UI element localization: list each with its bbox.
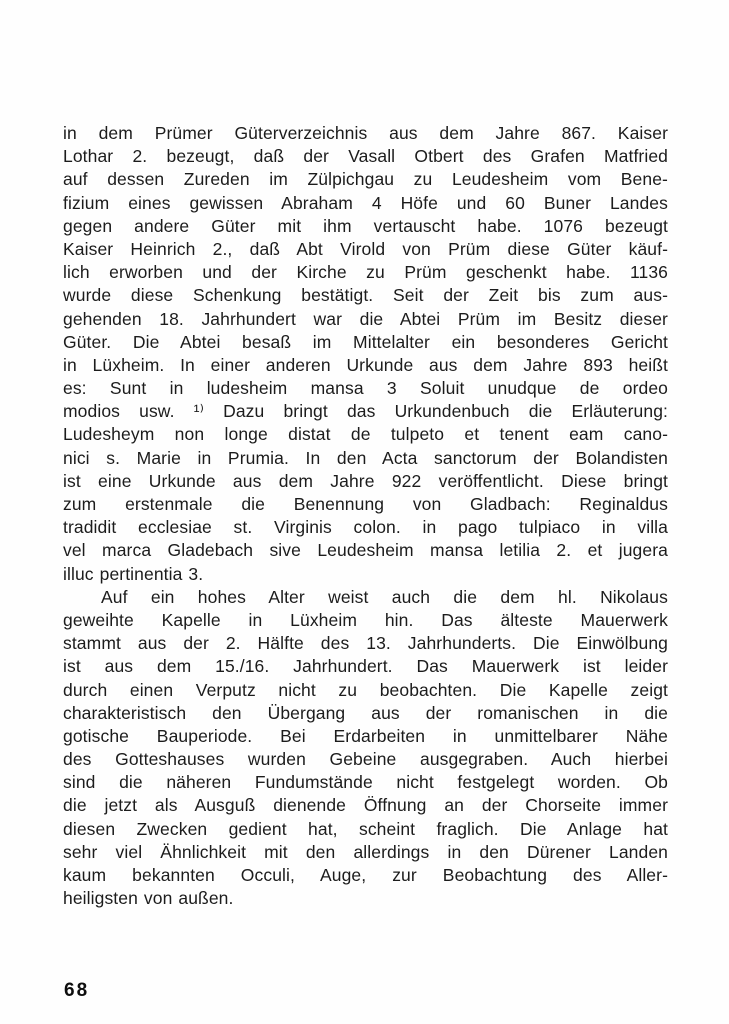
text-line: fizium eines gewissen Abraham 4 Höfe und 60 Buner Landes (63, 192, 668, 213)
text-line: gotische Bauperiode. Bei Erdarbeiten in unmittelbarer Nähe (63, 725, 668, 746)
text-line: Güter. Die Abtei besaß im Mittelalter ein besonderes Gericht (63, 331, 668, 352)
text-line: es: Sunt in ludesheim mansa 3 Soluit unudque de ordeo (63, 378, 668, 399)
text-line: die jetzt als Ausguß dienende Öffnung an der Chorseite immer (63, 795, 668, 816)
text-line: sind die näheren Fundumstände nicht festgelegt worden. Ob (63, 772, 668, 793)
text-line: in Lüxheim. In einer anderen Urkunde aus dem Jahre 893 heißt (63, 354, 668, 375)
text-line: des Gotteshauses wurden Gebeine ausgegraben. Auch hierbei (63, 749, 668, 770)
text-line: auf dessen Zureden im Zülpichgau zu Leudesheim vom Bene- (63, 169, 668, 190)
text-block (63, 122, 668, 910)
text-line: vel marca Gladebach sive Leudesheim mansa letilia 2. et jugera (63, 540, 668, 561)
text-line: modios usw. ¹⁾ Dazu bringt das Urkundenbuch die Erläuterung: (63, 401, 668, 422)
text-line: zum erstenmale die Benennung von Gladbach: Reginaldus (63, 494, 668, 514)
text-line: in dem Prümer Güterverzeichnis aus dem Jahre 867. Kaiser (63, 123, 668, 143)
text-line: gegen andere Güter mit ihm vertauscht habe. 1076 bezeugt (63, 215, 668, 236)
text-line: tradidit ecclesiae st. Virginis colon. in pago tulpiaco in villa (63, 517, 668, 538)
text-line: ist aus dem 15./16. Jahrhundert. Das Mauerwerk ist leider (63, 656, 668, 677)
page-number: 68 (64, 980, 90, 1001)
text-line: durch einen Verputz nicht zu beobachten. Die Kapelle zeigt (63, 679, 668, 700)
text-line: Kaiser Heinrich 2., daß Abt Virold von Prüm diese Güter käuf- (63, 238, 668, 259)
text-line: wurde diese Schenkung bestätigt. Seit der Zeit bis zum aus- (63, 285, 668, 306)
text-line: ist eine Urkunde aus dem Jahre 922 veröffentlicht. Diese bringt (63, 470, 668, 491)
text-line: sehr viel Ähnlichkeit mit den allerdings in den Dürener Landen (63, 841, 668, 862)
text-line: kaum bekannten Occuli, Auge, zur Beobachtung des Aller- (63, 865, 668, 885)
text-line: illuc pertinentia 3. (63, 563, 204, 584)
text-line: geweihte Kapelle in Lüxheim hin. Das älteste Mauerwerk (63, 609, 668, 630)
text-line: diesen Zwecken gedient hat, scheint fraglich. Die Anlage hat (63, 818, 668, 839)
text-line: charakteristisch den Übergang aus der romanischen in die (63, 702, 668, 723)
text-line: nici s. Marie in Prumia. In den Acta sanctorum der Bolandisten (63, 447, 668, 468)
text-line: heiligsten von außen. (63, 888, 234, 909)
text-line: Lothar 2. bezeugt, daß der Vasall Otbert des Grafen Matfried (63, 146, 668, 167)
text-line: Ludesheym non longe distat de tulpeto et tenent eam cano- (63, 424, 668, 445)
text-line: Auf ein hohes Alter weist auch die dem hl. Nikolaus (101, 586, 668, 607)
text-line: stammt aus der 2. Hälfte des 13. Jahrhunderts. Die Einwölbung (63, 633, 668, 654)
text-line: gehenden 18. Jahrhundert war die Abtei Prüm im Besitz dieser (63, 308, 668, 329)
text-line: lich erworben und der Kirche zu Prüm geschenkt habe. 1136 (63, 262, 668, 283)
